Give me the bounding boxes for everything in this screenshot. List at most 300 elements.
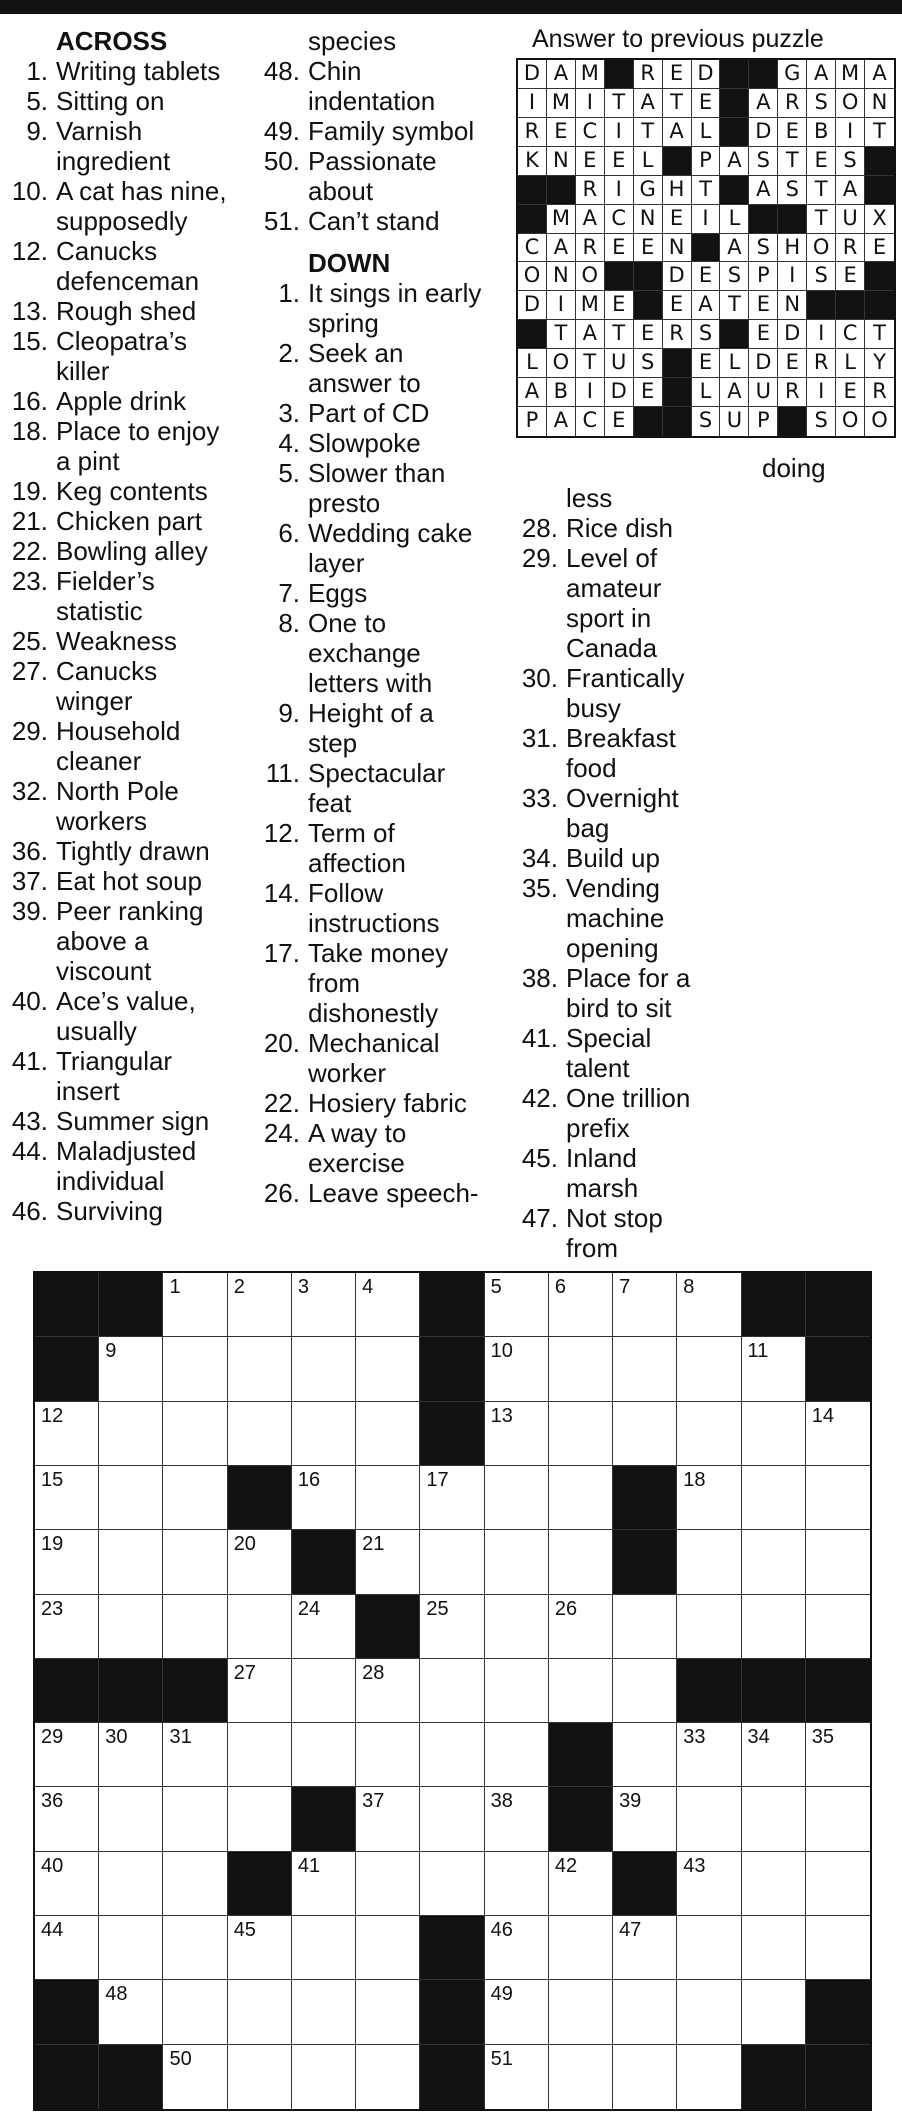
grid-answer-cell[interactable]: [806, 1723, 870, 1787]
previous-grid-letter-cell: C: [836, 320, 865, 349]
grid-answer-cell[interactable]: [356, 1337, 420, 1401]
grid-clue-number: 37: [362, 1790, 385, 1813]
grid-clue-number: 7: [619, 1276, 631, 1298]
clue-text: Weakness: [56, 626, 177, 656]
clue-line: [258, 308, 513, 338]
grid-answer-cell[interactable]: [356, 1402, 420, 1466]
clue-text: Level of: [566, 543, 658, 573]
grid-answer-cell[interactable]: [677, 1595, 741, 1659]
grid-answer-cell[interactable]: [549, 2045, 613, 2109]
grid-answer-cell[interactable]: [292, 1337, 356, 1401]
clue-text: Writing tablets: [56, 56, 221, 86]
grid-answer-cell[interactable]: [99, 1466, 163, 1530]
grid-clue-number: 28: [362, 1661, 385, 1684]
grid-black-cell: [228, 1466, 292, 1530]
grid-answer-cell[interactable]: [613, 1916, 677, 1980]
clue-line: [516, 873, 726, 903]
grid-answer-cell[interactable]: [549, 1466, 613, 1530]
clue-text: indentation: [308, 86, 436, 116]
clue-text: from: [308, 968, 360, 998]
previous-grid-letter-cell: A: [720, 147, 749, 176]
clue-text: Family symbol: [308, 116, 475, 146]
grid-answer-cell[interactable]: [677, 2045, 741, 2109]
grid-black-cell: [806, 1273, 870, 1337]
clue-line: [516, 1143, 726, 1173]
grid-answer-cell[interactable]: [35, 1852, 99, 1916]
crossword-grid[interactable]: [33, 1271, 872, 2111]
grid-answer-cell[interactable]: [485, 1980, 549, 2044]
grid-answer-cell[interactable]: [806, 1852, 870, 1916]
previous-grid-letter-cell: S: [720, 262, 749, 291]
clue-line: [516, 993, 726, 1023]
clue-line: [6, 536, 256, 566]
clue-text: A cat has nine,: [56, 176, 227, 206]
previous-grid-letter-cell: U: [720, 407, 749, 436]
grid-answer-cell[interactable]: [549, 1273, 613, 1337]
grid-answer-cell[interactable]: [420, 1723, 484, 1787]
previous-grid-letter-cell: L: [518, 349, 547, 378]
grid-answer-cell[interactable]: [677, 1787, 741, 1851]
clue-number: 45.: [521, 1143, 558, 1173]
previous-grid-letter-cell: N: [634, 205, 663, 234]
clue-text: insert: [56, 1076, 120, 1106]
clue-text: Height of a: [308, 698, 434, 728]
grid-answer-cell[interactable]: [485, 1852, 549, 1916]
grid-answer-cell[interactable]: [613, 1273, 677, 1337]
previous-grid-letter-cell: D: [778, 320, 807, 349]
clue-text: Canucks: [56, 656, 158, 686]
clue-text: Sitting on: [56, 86, 165, 116]
grid-answer-cell[interactable]: [292, 1595, 356, 1659]
grid-answer-cell[interactable]: [485, 1595, 549, 1659]
grid-answer-cell[interactable]: [485, 1273, 549, 1337]
grid-answer-cell[interactable]: [356, 1980, 420, 2044]
grid-answer-cell[interactable]: [613, 1402, 677, 1466]
grid-answer-cell[interactable]: [228, 1595, 292, 1659]
down-clue-list-continued: [516, 483, 726, 1263]
previous-grid-black-cell: [663, 147, 692, 176]
previous-grid-letter-cell: I: [605, 176, 634, 205]
clue-number: [6, 926, 56, 956]
grid-answer-cell[interactable]: [356, 1723, 420, 1787]
clue-line: [6, 986, 256, 1016]
clue-text: Slower than: [308, 458, 446, 488]
grid-answer-cell[interactable]: [420, 1659, 484, 1723]
clue-text: machine: [566, 903, 665, 933]
down-heading: DOWN: [308, 248, 391, 278]
clue-line: [258, 818, 513, 848]
clue-number: 20.: [263, 1028, 300, 1058]
grid-black-cell: [35, 1659, 99, 1723]
previous-grid-letter-cell: I: [605, 118, 634, 147]
grid-answer-cell[interactable]: [613, 1980, 677, 2044]
grid-answer-cell[interactable]: [549, 1980, 613, 2044]
grid-answer-cell[interactable]: [356, 1916, 420, 1980]
grid-answer-cell[interactable]: [163, 1723, 227, 1787]
clue-line: [258, 608, 513, 638]
previous-grid-letter-cell: T: [547, 320, 576, 349]
clue-line: [6, 656, 256, 686]
previous-grid-letter-cell: L: [692, 118, 721, 147]
grid-answer-cell[interactable]: [485, 1466, 549, 1530]
previous-grid-letter-cell: H: [778, 234, 807, 263]
clue-text: dishonestly: [308, 998, 439, 1028]
grid-answer-cell[interactable]: [806, 1787, 870, 1851]
grid-answer-cell[interactable]: [292, 1723, 356, 1787]
grid-answer-cell[interactable]: [228, 1723, 292, 1787]
grid-black-cell: [420, 1337, 484, 1401]
grid-clue-number: 33: [683, 1726, 706, 1749]
previous-grid-black-cell: [634, 291, 663, 320]
grid-black-cell: [549, 1787, 613, 1851]
clue-number: [258, 668, 308, 698]
grid-black-cell: [292, 1787, 356, 1851]
clue-number: [258, 968, 308, 998]
grid-answer-cell[interactable]: [613, 1723, 677, 1787]
grid-answer-cell[interactable]: [35, 1916, 99, 1980]
previous-grid-letter-cell: E: [576, 147, 605, 176]
grid-clue-number: 36: [41, 1790, 64, 1813]
grid-black-cell: [35, 2045, 99, 2109]
clue-line: [516, 1083, 726, 1113]
clue-number: 12.: [263, 818, 300, 848]
clue-text: Rice dish: [566, 513, 673, 543]
clue-line: [6, 596, 256, 626]
clue-line: [258, 788, 513, 818]
grid-answer-cell[interactable]: [613, 1595, 677, 1659]
grid-answer-cell[interactable]: [35, 1595, 99, 1659]
grid-answer-cell[interactable]: [677, 1852, 741, 1916]
clue-line: [6, 236, 256, 266]
clue-number: 46.: [11, 1196, 48, 1226]
grid-answer-cell[interactable]: [549, 1659, 613, 1723]
previous-grid-letter-cell: O: [547, 349, 576, 378]
grid-answer-cell[interactable]: [228, 1273, 292, 1337]
grid-answer-cell[interactable]: [485, 1402, 549, 1466]
previous-grid-letter-cell: I: [807, 378, 836, 407]
previous-grid-letter-cell: T: [692, 176, 721, 205]
grid-answer-cell[interactable]: [677, 1980, 741, 2044]
grid-clue-number: 51: [490, 2047, 513, 2070]
clue-text: ingredient: [56, 146, 171, 176]
previous-grid-letter-cell: I: [576, 89, 605, 118]
grid-answer-cell[interactable]: [356, 1852, 420, 1916]
clue-line: [258, 338, 513, 368]
across-heading: ACROSS: [56, 26, 168, 56]
grid-answer-cell[interactable]: [99, 1787, 163, 1851]
clue-text: Keg contents: [56, 476, 208, 506]
clue-line: [258, 458, 513, 488]
grid-answer-cell[interactable]: [292, 1659, 356, 1723]
previous-grid-letter-cell: E: [634, 320, 663, 349]
grid-answer-cell[interactable]: [485, 1337, 549, 1401]
grid-answer-cell[interactable]: [806, 1916, 870, 1980]
grid-answer-cell[interactable]: [356, 1787, 420, 1851]
clue-continuation-text: doing: [762, 453, 826, 483]
clue-number: 32.: [11, 776, 48, 806]
grid-answer-cell[interactable]: [35, 1466, 99, 1530]
grid-answer-cell[interactable]: [99, 1852, 163, 1916]
grid-clue-number: 41: [297, 1854, 321, 1877]
clue-line: [6, 176, 256, 206]
previous-grid-letter-cell: S: [807, 89, 836, 118]
grid-answer-cell[interactable]: [163, 1787, 227, 1851]
clue-line: [6, 476, 256, 506]
grid-answer-cell[interactable]: [420, 1595, 484, 1659]
grid-answer-cell[interactable]: [356, 1530, 420, 1594]
grid-black-cell: [742, 2045, 806, 2109]
grid-answer-cell[interactable]: [228, 2045, 292, 2109]
grid-answer-cell[interactable]: [163, 1530, 227, 1594]
clue-text: bird to sit: [566, 993, 672, 1023]
clue-line: [258, 1178, 513, 1208]
previous-grid-letter-cell: E: [663, 205, 692, 234]
previous-grid-black-cell: [836, 291, 865, 320]
grid-answer-cell[interactable]: [485, 2045, 549, 2109]
clue-number: [516, 753, 566, 783]
clue-line: [6, 1166, 256, 1196]
grid-answer-cell[interactable]: [549, 1916, 613, 1980]
grid-answer-cell[interactable]: [742, 1595, 806, 1659]
clue-text: marsh: [566, 1173, 639, 1203]
clue-line: [258, 938, 513, 968]
clue-text: Spectacular: [308, 758, 446, 788]
clue-number: [258, 26, 308, 56]
grid-black-cell: [613, 1530, 677, 1594]
grid-answer-cell[interactable]: [292, 1466, 356, 1530]
grid-answer-cell[interactable]: [677, 1273, 741, 1337]
grid-answer-cell[interactable]: [806, 1530, 870, 1594]
grid-black-cell: [35, 1273, 99, 1337]
previous-grid-letter-cell: E: [836, 262, 865, 291]
grid-answer-cell[interactable]: [35, 1787, 99, 1851]
grid-answer-cell[interactable]: [742, 1852, 806, 1916]
previous-grid-letter-cell: A: [692, 291, 721, 320]
grid-answer-cell[interactable]: [485, 1530, 549, 1594]
grid-answer-cell[interactable]: [228, 1337, 292, 1401]
grid-answer-cell[interactable]: [742, 1787, 806, 1851]
clue-number: 15.: [11, 326, 48, 356]
clue-line: [516, 1233, 726, 1263]
clue-line: [258, 698, 513, 728]
grid-clue-number: 14: [811, 1404, 835, 1427]
clue-text: statistic: [56, 596, 143, 626]
grid-answer-cell[interactable]: [485, 1787, 549, 1851]
grid-black-cell: [420, 1273, 484, 1337]
grid-answer-cell[interactable]: [806, 1595, 870, 1659]
clue-text: Canada: [566, 633, 658, 663]
grid-answer-cell[interactable]: [35, 1530, 99, 1594]
grid-answer-cell[interactable]: [99, 1530, 163, 1594]
grid-answer-cell[interactable]: [742, 1466, 806, 1530]
previous-grid-letter-cell: B: [807, 118, 836, 147]
clue-line: [516, 1023, 726, 1053]
clue-line: [6, 626, 256, 656]
grid-answer-cell[interactable]: [228, 1916, 292, 1980]
previous-grid-letter-cell: I: [778, 262, 807, 291]
clue-line: [258, 206, 513, 236]
clue-line: [258, 848, 513, 878]
grid-answer-cell[interactable]: [163, 1273, 227, 1337]
grid-answer-cell[interactable]: [163, 2045, 227, 2109]
grid-answer-cell[interactable]: [742, 1530, 806, 1594]
grid-answer-cell[interactable]: [292, 1852, 356, 1916]
grid-clue-number: 48: [105, 1983, 128, 2006]
clue-line: [6, 866, 256, 896]
clue-line: [258, 518, 513, 548]
grid-answer-cell[interactable]: [613, 1337, 677, 1401]
grid-answer-cell[interactable]: [356, 2045, 420, 2109]
grid-answer-cell[interactable]: [292, 1916, 356, 1980]
grid-answer-cell[interactable]: [163, 1337, 227, 1401]
grid-answer-cell[interactable]: [420, 1852, 484, 1916]
grid-answer-cell[interactable]: [163, 1916, 227, 1980]
grid-clue-number: 24: [297, 1597, 321, 1620]
previous-grid-black-cell: [518, 176, 547, 205]
grid-answer-cell[interactable]: [485, 1659, 549, 1723]
grid-answer-cell[interactable]: [742, 1916, 806, 1980]
grid-answer-cell[interactable]: [420, 1530, 484, 1594]
grid-answer-cell[interactable]: [99, 1402, 163, 1466]
grid-clue-number: 29: [41, 1726, 64, 1749]
clue-number: 41.: [11, 1046, 48, 1076]
grid-answer-cell[interactable]: [163, 1980, 227, 2044]
grid-answer-cell[interactable]: [677, 1466, 741, 1530]
grid-answer-cell[interactable]: [549, 1402, 613, 1466]
clue-number: 1.: [26, 56, 48, 86]
clue-line: [516, 1113, 726, 1143]
previous-grid-letter-cell: U: [605, 349, 634, 378]
previous-grid-black-cell: [720, 89, 749, 118]
grid-answer-cell[interactable]: [485, 1723, 549, 1787]
clue-line: [516, 1203, 726, 1233]
grid-answer-cell[interactable]: [35, 1723, 99, 1787]
grid-answer-cell[interactable]: [228, 1787, 292, 1851]
clue-number: 18.: [11, 416, 48, 446]
grid-answer-cell[interactable]: [163, 1466, 227, 1530]
grid-answer-cell[interactable]: [99, 1916, 163, 1980]
previous-grid-letter-cell: S: [749, 234, 778, 263]
grid-clue-number: 8: [683, 1276, 695, 1298]
clue-text: individual: [56, 1166, 165, 1196]
grid-answer-cell[interactable]: [806, 1402, 870, 1466]
previous-grid-letter-cell: A: [720, 234, 749, 263]
grid-answer-cell[interactable]: [228, 1402, 292, 1466]
previous-grid-letter-cell: D: [749, 349, 778, 378]
grid-clue-number: 25: [426, 1597, 449, 1620]
grid-answer-cell[interactable]: [677, 1530, 741, 1594]
grid-answer-cell[interactable]: [742, 1337, 806, 1401]
previous-grid-letter-cell: N: [663, 234, 692, 263]
previous-answer-title: Answer to previous puzzle: [532, 25, 824, 53]
previous-grid-letter-cell: E: [692, 349, 721, 378]
grid-answer-cell[interactable]: [549, 1337, 613, 1401]
grid-answer-cell[interactable]: [99, 1723, 163, 1787]
clue-text: Varnish: [56, 116, 143, 146]
grid-answer-cell[interactable]: [292, 1273, 356, 1337]
grid-answer-cell[interactable]: [806, 1466, 870, 1530]
grid-answer-cell[interactable]: [99, 1980, 163, 2044]
grid-answer-cell[interactable]: [420, 1787, 484, 1851]
grid-answer-cell[interactable]: [742, 1980, 806, 2044]
grid-answer-cell[interactable]: [228, 1980, 292, 2044]
previous-grid-letter-cell: E: [836, 378, 865, 407]
grid-answer-cell[interactable]: [549, 1595, 613, 1659]
grid-answer-cell[interactable]: [356, 1273, 420, 1337]
grid-answer-cell[interactable]: [677, 1337, 741, 1401]
grid-answer-cell[interactable]: [356, 1659, 420, 1723]
grid-answer-cell[interactable]: [677, 1723, 741, 1787]
grid-answer-cell[interactable]: [549, 1530, 613, 1594]
grid-answer-cell[interactable]: [35, 1402, 99, 1466]
grid-answer-cell[interactable]: [99, 1595, 163, 1659]
previous-grid-letter-cell: E: [749, 320, 778, 349]
grid-answer-cell[interactable]: [742, 1723, 806, 1787]
grid-answer-cell[interactable]: [163, 1852, 227, 1916]
grid-answer-cell[interactable]: [228, 1659, 292, 1723]
clue-text: Inland: [566, 1143, 637, 1173]
clue-line: [6, 146, 256, 176]
grid-answer-cell[interactable]: [99, 1337, 163, 1401]
previous-grid-black-cell: [663, 407, 692, 436]
grid-answer-cell[interactable]: [163, 1595, 227, 1659]
grid-clue-number: 31: [169, 1726, 192, 1749]
previous-grid-letter-cell: T: [807, 176, 836, 205]
previous-grid-letter-cell: T: [807, 205, 836, 234]
clue-number: 21.: [11, 506, 48, 536]
previous-grid-letter-cell: T: [865, 320, 894, 349]
previous-grid-black-cell: [692, 234, 721, 263]
clue-number: [258, 848, 308, 878]
previous-grid-letter-cell: I: [576, 378, 605, 407]
clue-number: 19.: [11, 476, 48, 506]
grid-answer-cell[interactable]: [356, 1466, 420, 1530]
grid-answer-cell[interactable]: [228, 1530, 292, 1594]
grid-answer-cell[interactable]: [420, 1466, 484, 1530]
clue-line: [6, 746, 256, 776]
grid-answer-cell[interactable]: [613, 1659, 677, 1723]
grid-clue-number: 9: [105, 1340, 117, 1363]
clue-line: [6, 776, 256, 806]
previous-grid-letter-cell: A: [547, 407, 576, 436]
previous-grid-letter-cell: D: [692, 60, 721, 89]
grid-black-cell: [99, 2045, 163, 2109]
previous-grid-letter-cell: E: [692, 89, 721, 118]
clue-text: A way to: [308, 1118, 407, 1148]
previous-grid-letter-cell: H: [663, 176, 692, 205]
grid-answer-cell[interactable]: [292, 1980, 356, 2044]
grid-answer-cell[interactable]: [292, 2045, 356, 2109]
clue-text: viscount: [56, 956, 152, 986]
clue-line: [6, 86, 256, 116]
grid-clue-number: 16: [297, 1468, 321, 1491]
grid-answer-cell[interactable]: [292, 1402, 356, 1466]
grid-answer-cell[interactable]: [163, 1402, 227, 1466]
grid-answer-cell[interactable]: [677, 1402, 741, 1466]
previous-grid-black-cell: [605, 60, 634, 89]
previous-grid-black-cell: [518, 320, 547, 349]
grid-answer-cell[interactable]: [485, 1916, 549, 1980]
clue-number: 43.: [11, 1106, 48, 1136]
grid-answer-cell[interactable]: [742, 1402, 806, 1466]
clue-line: [6, 686, 256, 716]
previous-grid-letter-cell: I: [518, 89, 547, 118]
grid-answer-cell[interactable]: [613, 2045, 677, 2109]
clue-line: [516, 693, 726, 723]
grid-answer-cell[interactable]: [613, 1787, 677, 1851]
grid-answer-cell[interactable]: [677, 1916, 741, 1980]
grid-answer-cell[interactable]: [549, 1852, 613, 1916]
